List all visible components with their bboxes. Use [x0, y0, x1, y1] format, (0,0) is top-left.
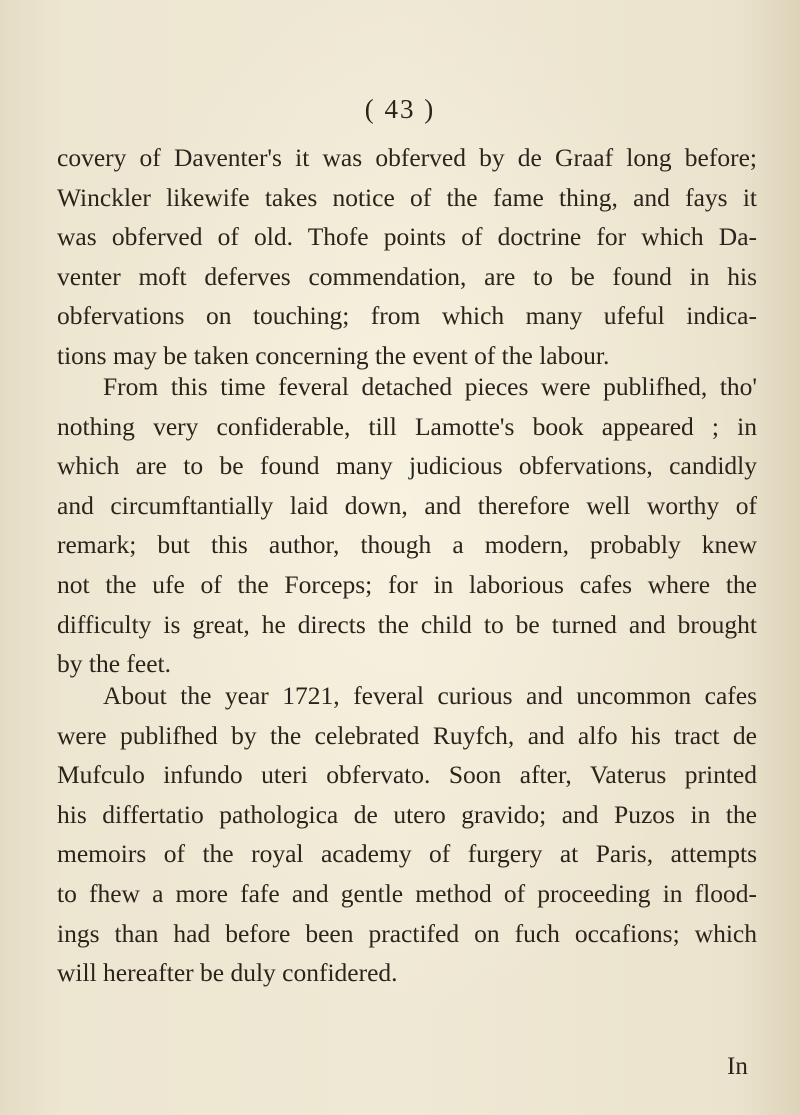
paragraph-1 — [57, 138, 757, 376]
text-line: memoirs of the royal academy of furgery at Paris, attempts — [57, 839, 757, 869]
text-line: was obferved of old. Thofe points of doctrine for which Da- — [57, 222, 757, 252]
text-line: covery of Daventer's it was obferved by de Graaf long before; — [57, 143, 757, 172]
text-line: remark; but this author, though a modern, probably knew — [57, 530, 757, 560]
paragraph-2 — [57, 367, 757, 684]
text-line: venter moft deferves commendation, are to be found in his — [57, 261, 757, 291]
text-line: difficulty is great, he directs the child to be turned and brought — [57, 609, 757, 639]
text-line: and circumftantially laid down, and therefore well worthy of — [57, 490, 757, 520]
page-number: ( 43 ) — [364, 94, 436, 124]
text-line: Winckler likewife takes notice of the fame thing, and fays it — [57, 182, 757, 212]
text-line: obfervations on touching; from which many ufeful indica- — [57, 301, 757, 331]
text-line: which are to be found many judicious obfervations, candidly — [57, 451, 757, 481]
text-line: About the year 1721, feveral curious and uncommon cafes — [103, 681, 757, 710]
text-line: ings than had before been practifed on fuch occafions; which — [57, 918, 757, 948]
text-line: to fhew a more fafe and gentle method of proceeding in flood- — [57, 878, 757, 908]
text-line: tions may be taken concerning the event of the labour. — [57, 340, 610, 370]
text-line: were publifhed by the celebrated Ruyfch, and alfo his tract de — [57, 720, 757, 750]
text-line: will hereafter be duly confidered. — [57, 958, 398, 988]
catchword: In — [727, 1053, 748, 1080]
text-line: his differtatio pathologica de utero gravido; and Puzos in the — [57, 799, 757, 829]
text-line: Mufculo infundo uteri obfervato. Soon after, Vaterus printed — [57, 760, 757, 790]
paragraph-3 — [57, 676, 757, 993]
text-line: not the ufe of the Forceps; for in laborious cafes where the — [57, 569, 757, 599]
text-line: From this time feveral detached pieces were publifhed, tho' — [103, 372, 757, 401]
text-line: nothing very confiderable, till Lamotte's book appeared ; in — [57, 411, 757, 441]
text-line: by the feet. — [57, 649, 171, 679]
